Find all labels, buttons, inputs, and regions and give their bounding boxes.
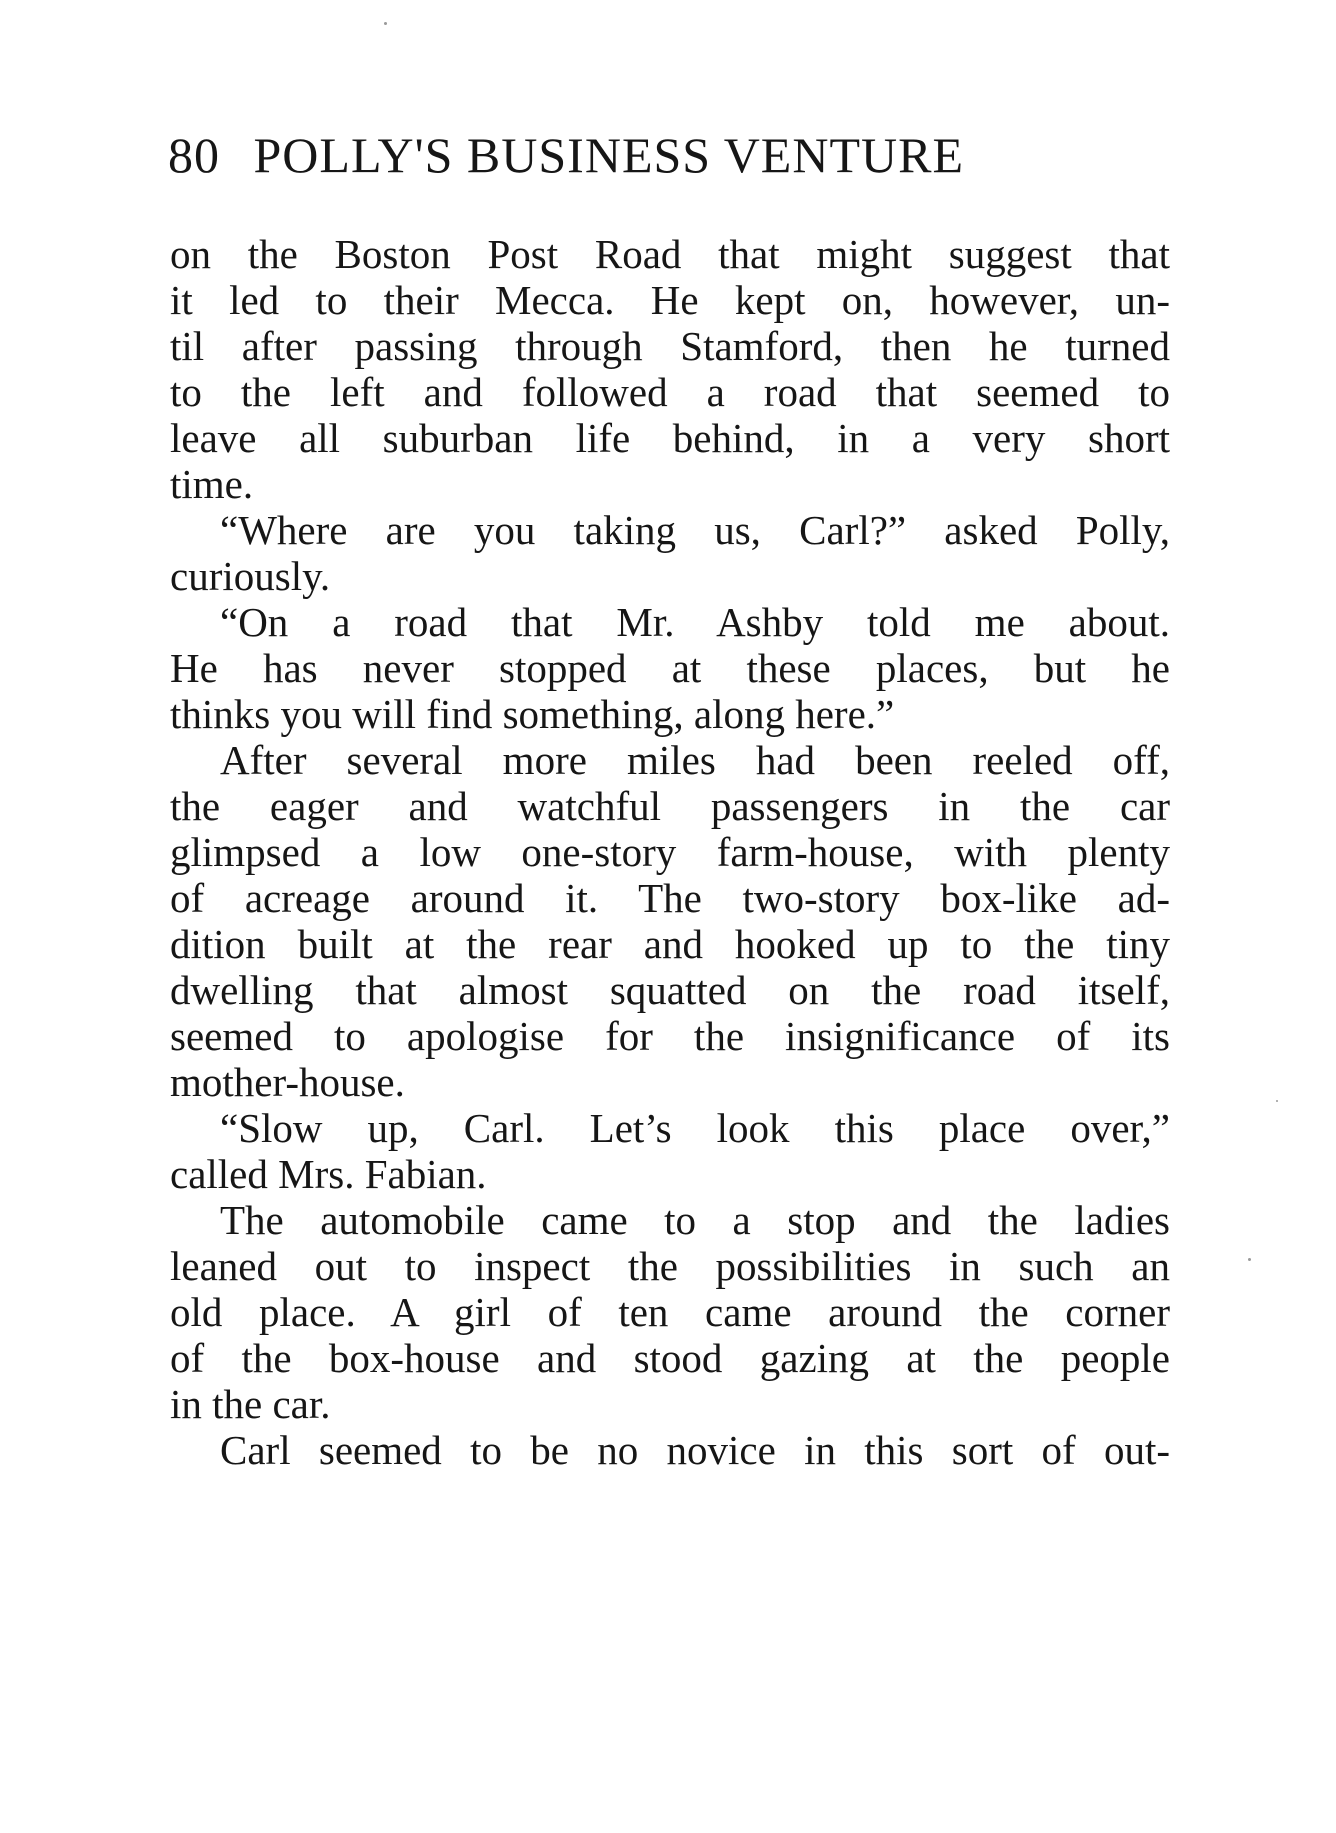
text-line: time. <box>170 461 254 507</box>
print-speck <box>1248 1258 1251 1261</box>
text-line: the eager and watchful passengers in the car <box>170 783 1170 829</box>
page-number: 80 <box>168 127 220 183</box>
text-line: of the box-house and stood gazing at the people <box>170 1335 1170 1381</box>
text-line: After several more miles had been reeled off, <box>220 737 1170 783</box>
text-line: leave all suburban life behind, in a very short <box>170 415 1170 461</box>
page-header <box>168 120 1068 190</box>
text-line: “Slow up, Carl. Let’s look this place over,” <box>220 1105 1170 1151</box>
print-speck <box>384 22 387 25</box>
text-line: of acreage around it. The two-story box-like ad- <box>170 875 1170 921</box>
text-line: seemed to apologise for the insignificance of its <box>170 1013 1170 1059</box>
text-line: glimpsed a low one-story farm-house, with plenty <box>170 829 1170 875</box>
text-line: til after passing through Stamford, then he turned <box>170 323 1170 369</box>
text-line: in the car. <box>170 1381 331 1427</box>
text-line: “On a road that Mr. Ashby told me about. <box>220 599 1170 645</box>
text-line: on the Boston Post Road that might suggest that <box>170 231 1170 277</box>
text-line: thinks you will find something, along here.” <box>170 691 895 737</box>
text-line: He has never stopped at these places, but he <box>170 645 1170 691</box>
text-line: to the left and followed a road that seemed to <box>170 369 1170 415</box>
text-line: mother-house. <box>170 1059 405 1105</box>
text-line: “Where are you taking us, Carl?” asked Polly, <box>220 507 1170 553</box>
text-line: Carl seemed to be no novice in this sort of out- <box>220 1427 1170 1473</box>
text-line: called Mrs. Fabian. <box>170 1151 487 1197</box>
running-head: POLLY'S BUSINESS VENTURE <box>253 127 964 183</box>
print-speck <box>1276 1100 1278 1102</box>
text-line: dwelling that almost squatted on the road itself, <box>170 967 1170 1013</box>
text-line: The automobile came to a stop and the ladies <box>220 1197 1170 1243</box>
text-line: old place. A girl of ten came around the corner <box>170 1289 1170 1335</box>
text-line: curiously. <box>170 553 331 599</box>
text-line: dition built at the rear and hooked up to the tiny <box>170 921 1170 967</box>
text-line: it led to their Mecca. He kept on, however, un- <box>170 277 1170 323</box>
text-line: leaned out to inspect the possibilities in such an <box>170 1243 1170 1289</box>
